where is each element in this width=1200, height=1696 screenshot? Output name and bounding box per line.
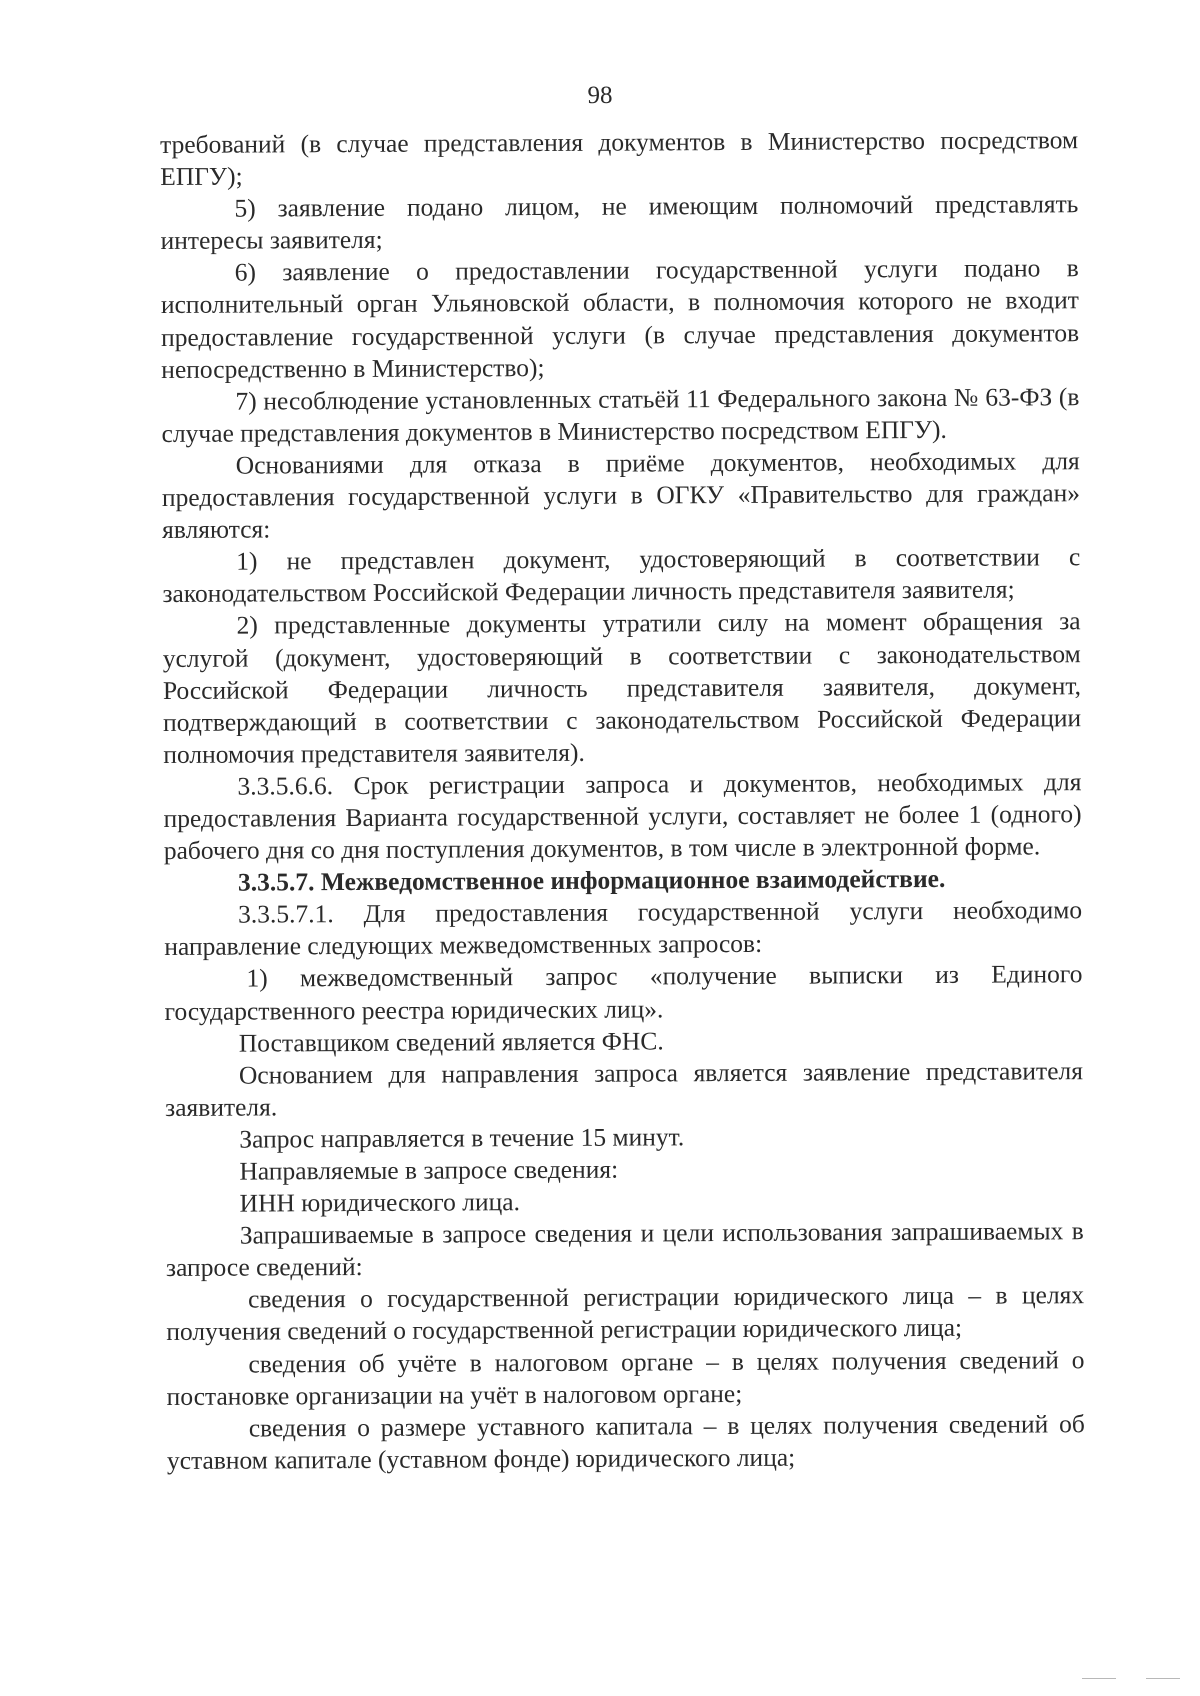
document-body — [160, 124, 1085, 1477]
paragraph: сведения об учёте в налоговом органе – в целях получения сведений о постановке организации на учёт в налоговом органе; — [166, 1344, 1085, 1411]
paragraph: 1) не представлен документ, удостоверяющий в соответствии с законодательством Российской Федерации личность представителя заявителя; — [162, 542, 1081, 609]
scan-artifact — [1146, 1678, 1180, 1679]
paragraph: Направляемые в запросе сведения: — [239, 1154, 619, 1186]
paragraph: 2) представленные документы утратили силу на момент обращения за услугой (документ, удостоверяющий в соответствии с законодательством Российской Федерации личность представителя заявителя, документ, подтверждающий в соответствии с законодательством Российской Федерации полномочия представителя заявителя). — [162, 606, 1082, 769]
paragraph: 6) заявление о предоставлении государственной услуги подано в исполнительный орган Ульяновской области, в полномочия которого не входит предоставление государственной услуги (в случае представления документов непосредственно в Министерство); — [160, 253, 1080, 384]
paragraph: сведения о государственной регистрации юридического лица – в целях получения сведений о государственной регистрации юридического лица; — [166, 1280, 1085, 1347]
paragraph: Основанием для направления запроса является заявление представителя заявителя. — [165, 1055, 1084, 1122]
paragraph: Поставщиком сведений является ФНС. — [238, 1026, 664, 1058]
paragraph: 7) несоблюдение установленных статьёй 11 Федерального закона № 63-ФЗ (в случае представления документов в Министерство посредством ЕПГУ). — [161, 381, 1080, 448]
paragraph: 5) заявление подано лицом, не имеющим полномочий представлять интересы заявителя; — [160, 189, 1079, 256]
paragraph: сведения о размере уставного капитала – в целях получения сведений об уставном капитале (уставном фонде) юридического лица; — [166, 1408, 1085, 1475]
paragraph: 3.3.5.7.1. Для предоставления государственной услуги необходимо направление следующих межведомственных запросов: — [164, 895, 1083, 962]
paragraph: Основаниями для отказа в приёме документов, необходимых для предоставления государственной услуги в ОГКУ «Правительство для граждан» являются: — [161, 446, 1080, 545]
page-number: 98 — [587, 82, 613, 109]
paragraph: Запрашиваемые в запросе сведения и цели использования запрашиваемых в запросе сведений: — [165, 1216, 1084, 1283]
paragraph: 1) межведомственный запрос «получение выписки из Единого государственного реестра юридических лиц». — [164, 959, 1083, 1026]
scan-artifact — [1082, 1678, 1116, 1679]
paragraph: Запрос направляется в течение 15 минут. — [239, 1122, 685, 1154]
section-heading: 3.3.5.7. Межведомственное информационное взаимодействие. — [237, 864, 946, 897]
paragraph: ИНН юридического лица. — [239, 1187, 520, 1218]
paragraph: требований (в случае представления документов в Министерство посредством ЕПГУ); — [160, 125, 1079, 192]
paragraph: 3.3.5.6.6. Срок регистрации запроса и документов, необходимых для предоставления Варианта государственной услуги, составляет не более 1 (одного) рабочего дня со дня поступления документов, в том числе в электронной форме. — [163, 767, 1082, 866]
